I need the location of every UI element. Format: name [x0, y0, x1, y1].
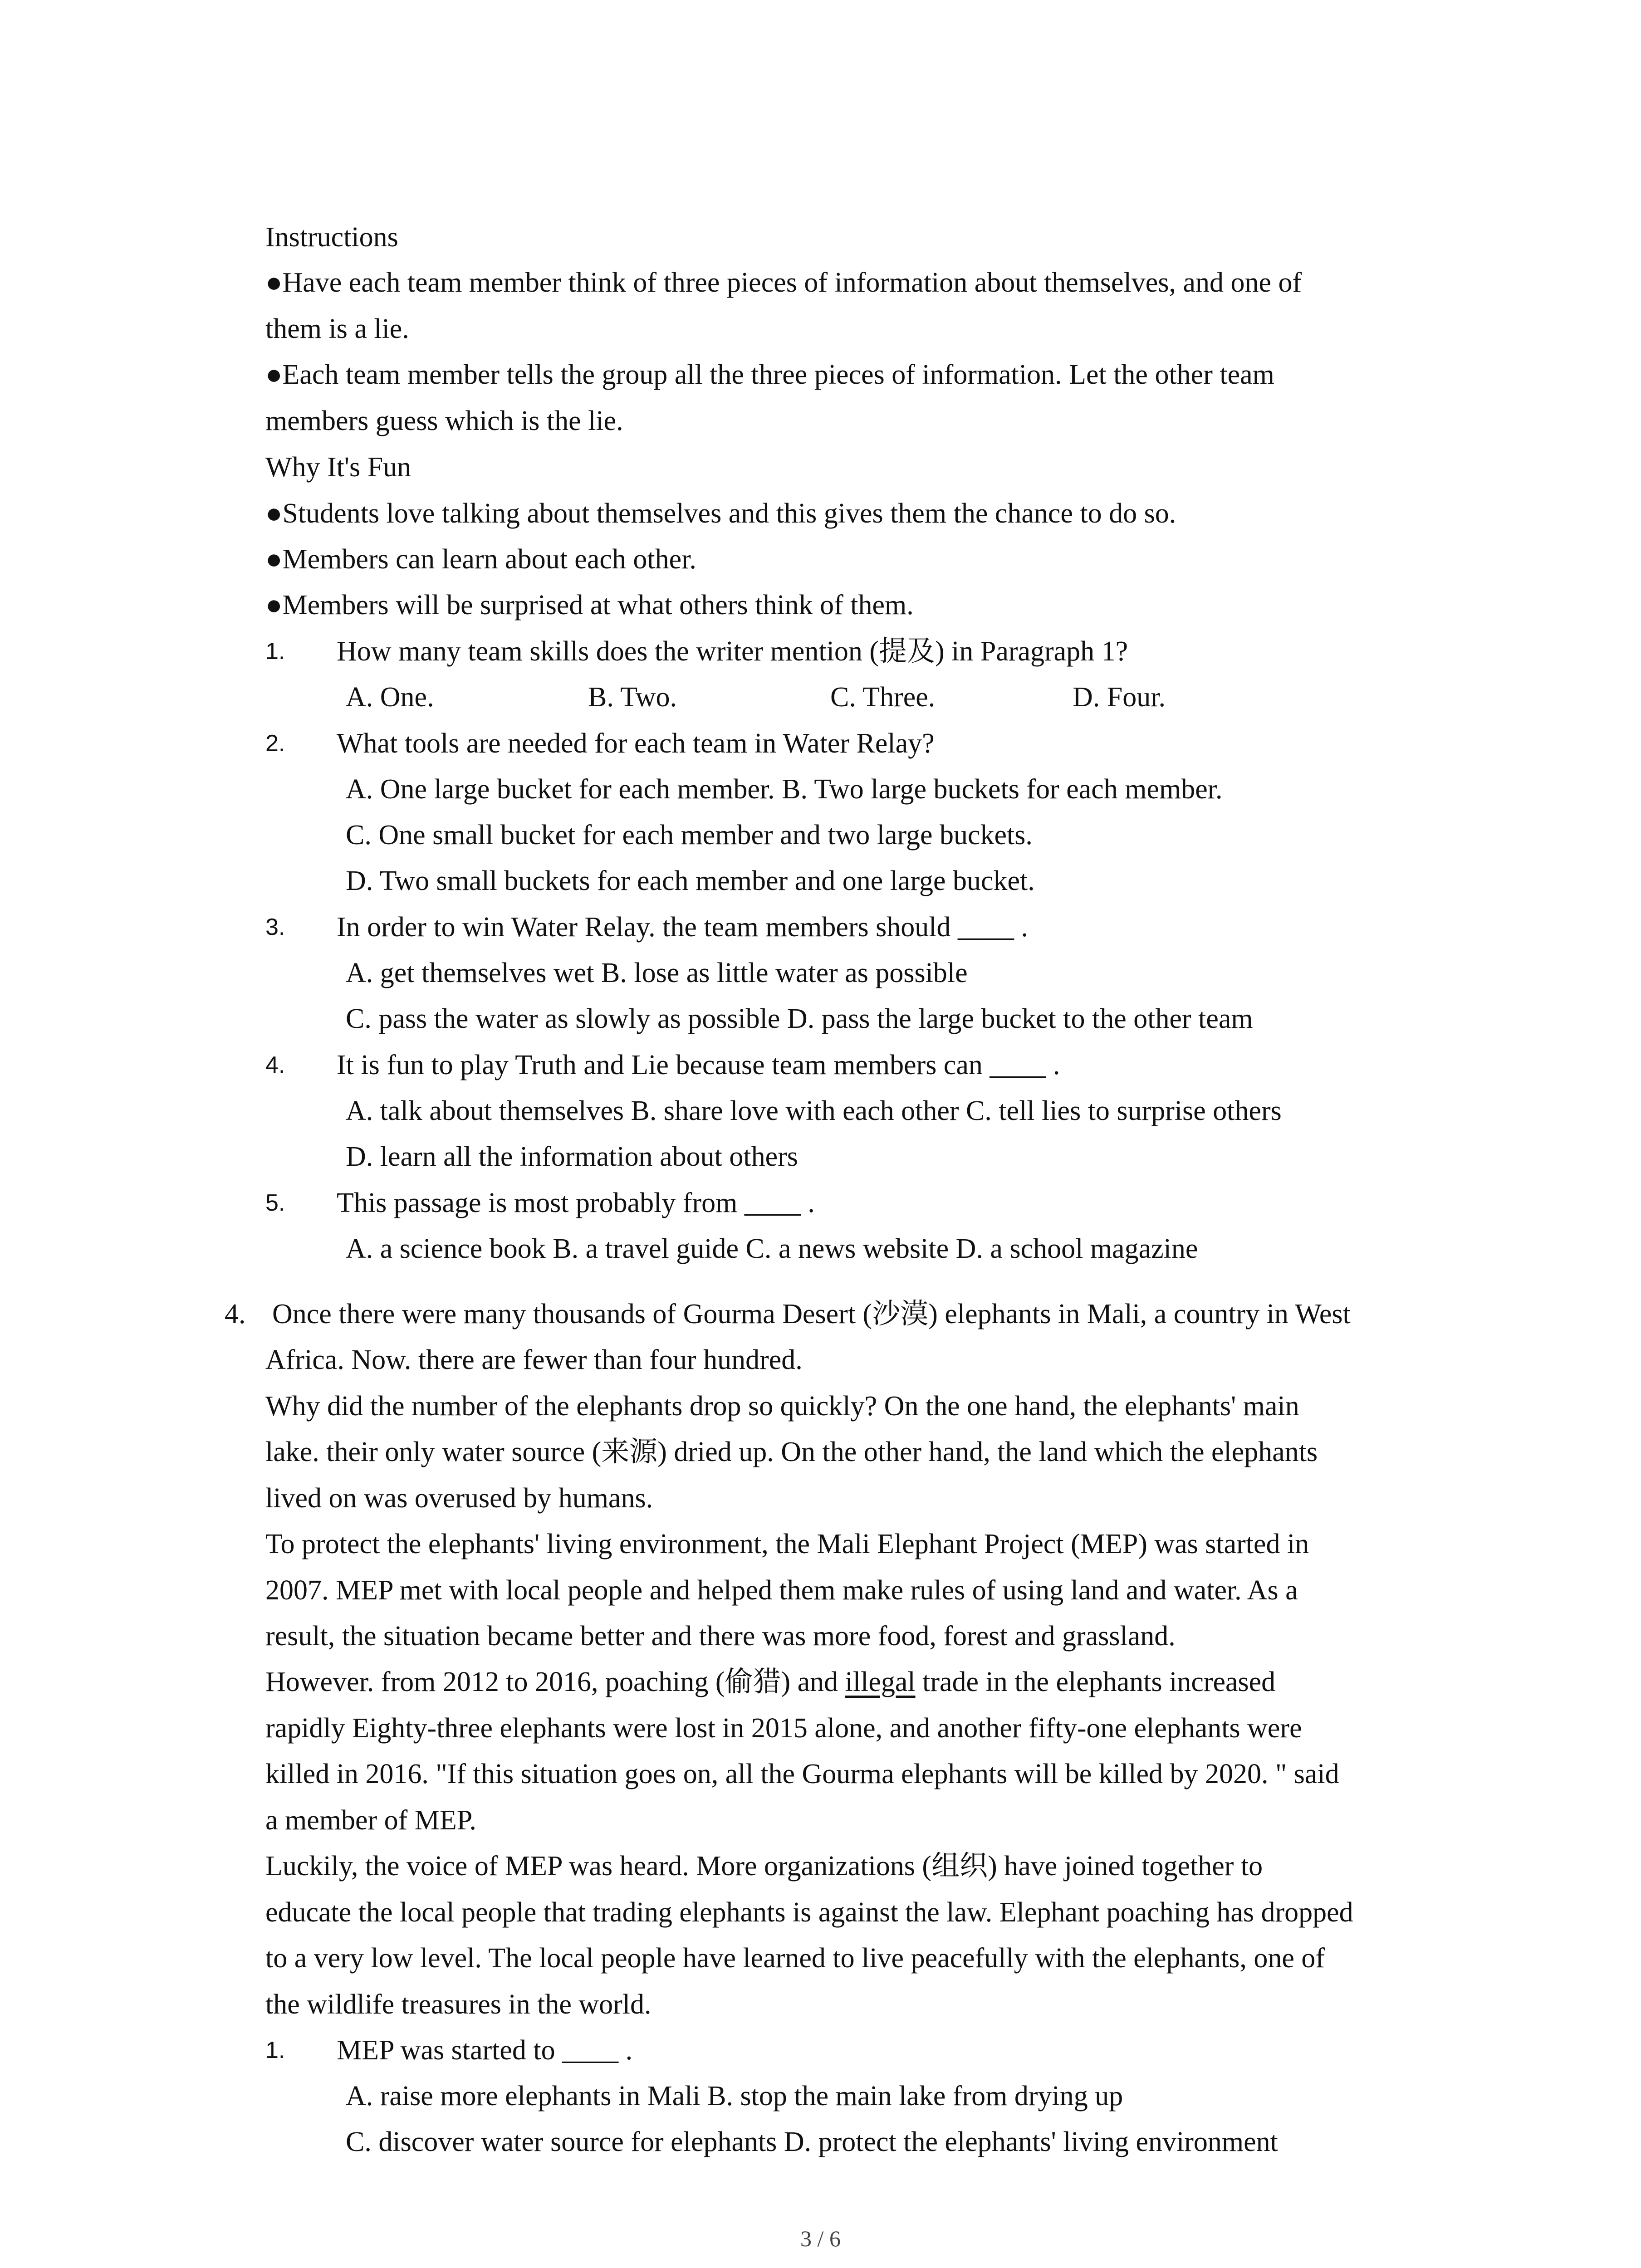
passage-line: rapidly Eighty-three elephants were lost in 2015 alone, and another fifty-one elephants were — [265, 1713, 1302, 1744]
question-number: 1. — [265, 638, 285, 665]
passage-line — [265, 1664, 1275, 1700]
question-number: 2. — [265, 730, 285, 757]
question-stem: It is fun to play Truth and Lie because team members can ____ . — [337, 1050, 1060, 1080]
option: A. raise more elephants in Mali B. stop the main lake from drying up — [346, 2081, 1123, 2112]
question-stem: MEP was started to ____ . — [337, 2035, 633, 2066]
passage-line: Why did the number of the elephants drop so quickly? On the one hand, the elephants' main — [265, 1391, 1299, 1422]
question-stem: This passage is most probably from ____ . — [337, 1188, 815, 1218]
passage-line: to a very low level. The local people have learned to live peacefully with the elephants, one of — [265, 1943, 1325, 1974]
section-number: 4. — [225, 1299, 246, 1330]
instruction-line: ●Each team member tells the group all the three pieces of information. Let the other team — [265, 359, 1274, 390]
question-number: 3. — [265, 914, 285, 940]
option: C. discover water source for elephants D. protect the elephants' living environment — [346, 2126, 1278, 2157]
why-line: ●Students love talking about themselves and this gives them the chance to do so. — [265, 498, 1176, 529]
option: D. Two small buckets for each member and one large bucket. — [346, 865, 1035, 896]
option: C. pass the water as slowly as possible D. pass the large bucket to the other team — [346, 1003, 1253, 1034]
question-number: 1. — [265, 2037, 285, 2063]
option: A. talk about themselves B. share love with each other C. tell lies to surprise others — [346, 1095, 1282, 1126]
option: A. One large bucket for each member. B. Two large buckets for each member. — [346, 774, 1223, 805]
passage-line: result, the situation became better and there was more food, forest and grassland. — [265, 1621, 1176, 1652]
question-stem: In order to win Water Relay. the team members should ____ . — [337, 912, 1028, 943]
passage-line: To protect the elephants' living environment, the Mali Elephant Project (MEP) was started in — [265, 1529, 1309, 1559]
option: A. a science book B. a travel guide C. a news website D. a school magazine — [346, 1233, 1198, 1264]
instruction-line: them is a lie. — [265, 313, 409, 344]
passage-line: educate the local people that trading elephants is against the law. Elephant poaching has dropped — [265, 1897, 1353, 1928]
question-number: 5. — [265, 1190, 285, 1216]
passage-line: 2007. MEP met with local people and helped them make rules of using land and water. As a — [265, 1575, 1298, 1606]
why-line: ●Members will be surprised at what others think of them. — [265, 590, 914, 621]
option: A. get themselves wet B. lose as little water as possible — [346, 958, 968, 988]
option: D. Four. — [1073, 682, 1166, 713]
instruction-line: ●Have each team member think of three pieces of information about themselves, and one of — [265, 267, 1302, 298]
passage-line: lived on was overused by humans. — [265, 1483, 653, 1514]
instructions-heading: Instructions — [265, 222, 398, 253]
question-stem: What tools are needed for each team in Water Relay? — [337, 728, 935, 759]
page-number: 3 / 6 — [800, 2226, 841, 2251]
passage-line: Once there were many thousands of Gourma Desert (沙漠) elephants in Mali, a country in West — [272, 1299, 1351, 1330]
option: D. learn all the information about others — [346, 1141, 798, 1172]
question-stem: How many team skills does the writer mention (提及) in Paragraph 1? — [337, 636, 1128, 667]
passage-line: the wildlife treasures in the world. — [265, 1989, 652, 2020]
passage-line: Luckily, the voice of MEP was heard. More organizations (组织) have joined together to — [265, 1851, 1263, 1882]
passage-line: Africa. Now. there are fewer than four hundred. — [265, 1344, 803, 1375]
option: A. One. — [346, 682, 434, 713]
passage-line: killed in 2016. "If this situation goes on, all the Gourma elephants will be killed by 2020. " said — [265, 1759, 1339, 1789]
why-heading: Why It's Fun — [265, 452, 411, 483]
option: B. Two. — [588, 682, 677, 713]
underlined-word: illegal — [845, 1667, 916, 1697]
passage-text: However. from 2012 to 2016, poaching (偷猎) and — [265, 1667, 845, 1697]
passage-text: trade in the elephants increased — [915, 1667, 1276, 1697]
question-number: 4. — [265, 1052, 285, 1078]
option: C. One small bucket for each member and two large buckets. — [346, 820, 1033, 850]
option: C. Three. — [830, 682, 936, 713]
instruction-line: members guess which is the lie. — [265, 406, 623, 436]
passage-line: lake. their only water source (来源) dried up. On the other hand, the land which the elephants — [265, 1437, 1318, 1467]
passage-line: a member of MEP. — [265, 1805, 476, 1836]
why-line: ●Members can learn about each other. — [265, 544, 696, 575]
